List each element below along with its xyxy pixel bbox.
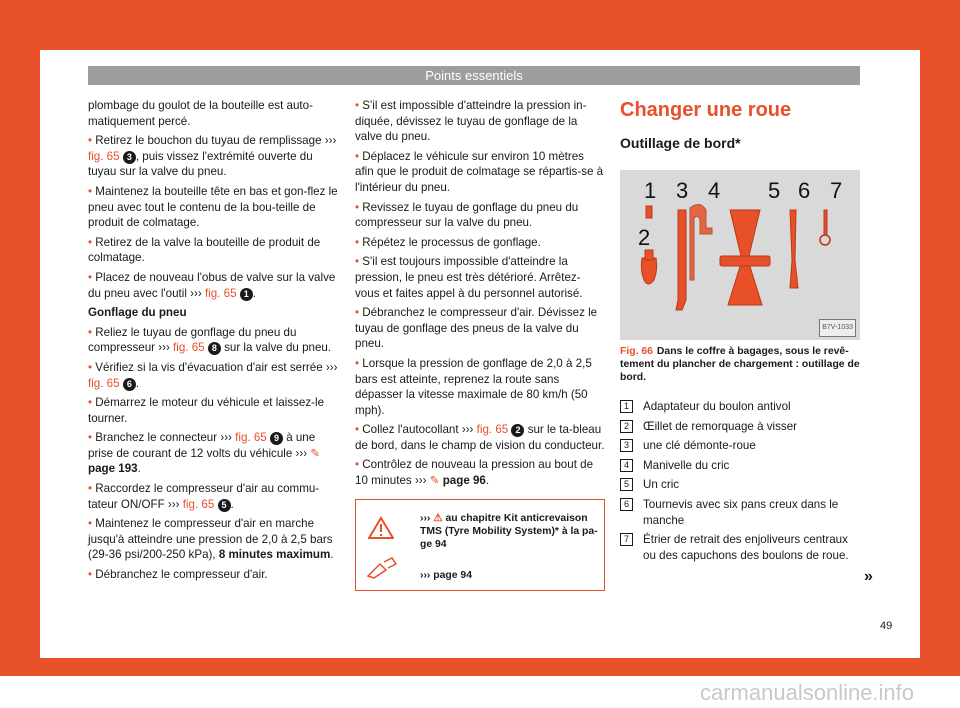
list-item: • Maintenez la bouteille tête en bas et gon-flez le pneu avec tout le contenu de la bou-teille de produit de colmatage. xyxy=(88,184,338,230)
section-title: Changer une roue xyxy=(620,99,792,121)
orange-border-left xyxy=(0,50,40,658)
list-item: • Collez l'autocollant ››› fig. 65 2 sur le ta-bleau de bord, dans le champ de vision du conducteur. xyxy=(355,423,605,452)
wheel-wrench-shape xyxy=(676,210,686,310)
fig-number: 6 xyxy=(798,178,811,203)
fig-link[interactable]: fig. 65 xyxy=(88,376,120,390)
fig-link[interactable]: fig. 65 xyxy=(204,286,237,300)
orange-border-bottom xyxy=(0,658,960,676)
legend-item: 7 Étrier de retrait des enjoliveurs centraux ou des capuchons des boulons de roue. xyxy=(620,532,860,563)
list-item: • Retirez le bouchon du tuyau de remplissage ››› fig. 65 3 , puis vissez l'extrémité ouverte du tuyau sur la valve du pneu. xyxy=(88,134,337,179)
fig-link[interactable]: fig. 65 xyxy=(235,431,267,445)
list-item: • Raccordez le compresseur d'air au commu-tateur ON/OFF ››› fig. 65 5 . xyxy=(88,482,320,511)
warning-inline-icon: ⚠ xyxy=(433,512,443,524)
page-link[interactable]: page 193 xyxy=(88,462,138,476)
fig-link[interactable]: fig. 65 xyxy=(88,149,120,163)
note-icon xyxy=(366,556,398,580)
list-item: • S'il est toujours impossible d'atteindre la pression, le pneu est très détérioré. Arrêtez-vous et faites appel à du personnel autorisé. xyxy=(355,255,583,300)
note-text: ››› page 94 xyxy=(420,569,472,581)
list-item: • Maintenez le compresseur d'air en marche jusqu'à atteindre une pression de 2,0 à 2,5 bars (29-36 psi/200-250 kPa), 8 minutes maximum. xyxy=(88,517,334,562)
orange-border-top xyxy=(0,0,960,50)
fig-number: 5 xyxy=(768,178,781,203)
legend-item: 5 Un cric xyxy=(620,477,860,493)
fig-link[interactable]: fig. 65 xyxy=(476,423,509,437)
list-item: • Retirez de la valve la bouteille de produit de colmatage. xyxy=(88,235,321,265)
next-page-arrow[interactable]: » xyxy=(864,568,873,585)
fig-number: 4 xyxy=(708,178,721,203)
list-item: • Revissez le tuyau de gonflage du pneu du compresseur sur la valve du pneu. xyxy=(355,200,579,230)
figure-code: B7V-1033 xyxy=(819,319,856,337)
paragraph: plombage du goulot de la bouteille est auto-matiquement percé. xyxy=(88,99,313,128)
list-item: • Contrôlez de nouveau la pression au bout de 10 minutes ››› ✎ page 96. xyxy=(355,458,594,488)
tool-kit-illustration xyxy=(620,170,860,340)
fig-number: 2 xyxy=(638,225,651,250)
warning-text: ››› ⚠ au chapitre Kit anticrevaison TMS (Tyre Mobility System)* à la pa-ge 94 xyxy=(420,512,598,550)
section-subtitle: Outillage de bord* xyxy=(620,135,741,151)
fig-link[interactable]: fig. 65 xyxy=(173,341,205,355)
list-item: • Débranchez le compresseur d'air. Dévissez le tuyau de gonflage des pneus de la valve du pneu. xyxy=(355,306,598,351)
callout-badge: 1 xyxy=(240,288,253,301)
list-item: • Débranchez le compresseur d'air. xyxy=(88,568,268,582)
callout-badge: 6 xyxy=(123,378,136,391)
warning-icon xyxy=(368,516,394,540)
legend-item: 2 Œillet de remorquage à visser xyxy=(620,419,860,435)
tool-legend xyxy=(620,399,860,563)
section-header: Points essentiels xyxy=(88,66,860,85)
figure-caption: Fig. 66 Dans le coffre à bagages, sous le revê-tement du plancher de chargement : outillage de bord. xyxy=(620,346,860,383)
legend-item: 4 Manivelle du cric xyxy=(620,458,860,474)
list-item: • Reliez le tuyau de gonflage du pneu du compresseur ››› fig. 65 8 sur la valve du pneu. xyxy=(88,325,332,355)
fig-link[interactable]: fig. 65 xyxy=(182,497,215,511)
subheading: Gonflage du pneu xyxy=(88,306,187,320)
page-link[interactable]: page 96 xyxy=(442,474,486,488)
list-item: • Répétez le processus de gonflage. xyxy=(355,235,541,249)
callout-badge: 8 xyxy=(208,342,221,355)
wrench-icon: ✎ xyxy=(429,474,440,488)
column-left xyxy=(88,98,342,587)
column-right xyxy=(620,98,860,567)
fig-number: 1 xyxy=(644,178,657,203)
list-item: • Lorsque la pression de gonflage de 2,0 à 2,5 bars est atteinte, reprenez la route sans dépasser la vitesse maximale de 80 km/h (50 mph). xyxy=(355,356,592,417)
legend-item: 3 une clé démonte-roue xyxy=(620,438,860,454)
list-item: • S'il est impossible d'atteindre la pression in-diquée, dévissez le tuyau de gonflage de la valve du pneu. xyxy=(355,99,587,144)
callout-badge: 9 xyxy=(270,432,283,445)
list-item: • Placez de nouveau l'obus de valve sur la valve du pneu avec l'outil ››› fig. 65 1 . xyxy=(88,270,336,300)
watermark: carmanualsonline.info xyxy=(700,680,915,705)
legend-item: 1 Adaptateur du boulon antivol xyxy=(620,399,860,415)
fig-number: 7 xyxy=(830,178,843,203)
tool-figure xyxy=(620,170,860,340)
orange-border-right xyxy=(920,50,960,658)
fig-number: 3 xyxy=(676,178,689,203)
page-number: 49 xyxy=(880,620,893,632)
callout-badge: 5 xyxy=(218,499,231,512)
warning-box xyxy=(355,499,605,591)
column-middle xyxy=(355,98,605,591)
towing-eye-shape xyxy=(641,258,656,284)
list-item: • Vérifiez si la vis d'évacuation d'air est serrée ››› fig. 65 6 . xyxy=(88,360,338,390)
callout-badge: 3 xyxy=(123,151,136,164)
wrench-icon: ✎ xyxy=(310,446,321,460)
anti-theft-adapter-shape xyxy=(646,206,652,218)
callout-badge: 2 xyxy=(511,424,524,437)
list-item: • Déplacez le véhicule sur environ 10 mètres afin que le produit de colmatage se répartis-se à l'intérieur du pneu. xyxy=(355,149,604,194)
legend-item: 6 Tournevis avec six pans creux dans le manche xyxy=(620,497,860,528)
list-item: • Branchez le connecteur ››› fig. 65 9 à une prise de courant de 12 volts du véhicule ››› ✎ page 193. xyxy=(88,431,321,476)
list-item: • Démarrez le moteur du véhicule et laissez-le tourner. xyxy=(88,396,325,425)
